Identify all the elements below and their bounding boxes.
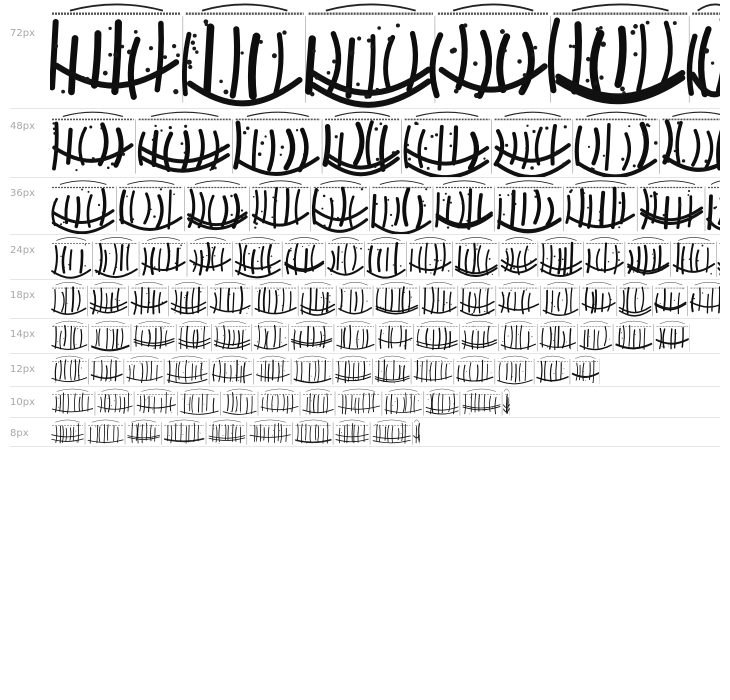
glyph-panel (540, 321, 577, 351)
glyph-panel (616, 321, 653, 351)
glyph-panel (497, 181, 563, 232)
calligraphy-glyphs (50, 354, 600, 386)
glyph-panel (656, 321, 690, 351)
glyph-panel (373, 420, 412, 445)
calligraphy-sample (50, 387, 510, 417)
sample-row-48 (10, 109, 720, 178)
size-label: 48px (10, 121, 35, 132)
glyph-panel (543, 282, 579, 316)
glyph-panel (385, 389, 424, 416)
glyph-panel (134, 321, 176, 351)
sample-row-10 (10, 387, 720, 418)
glyph-panel (261, 389, 300, 416)
calligraphy-sample (50, 280, 720, 318)
glyph-panel (255, 282, 298, 316)
glyph-panel (95, 237, 139, 277)
sample-row-14 (10, 319, 720, 354)
glyph-panel (673, 237, 716, 276)
glyph-panel (212, 356, 254, 384)
size-label: 36px (10, 188, 35, 199)
glyph-panel (376, 282, 420, 316)
calligraphy-sample (50, 109, 720, 177)
glyph-panel (325, 112, 402, 174)
calligraphy-sample (50, 354, 600, 386)
glyph-panel (252, 181, 310, 231)
glyph-panel (498, 356, 534, 384)
glyph-panel (190, 237, 232, 276)
glyph-panel (52, 237, 92, 277)
glyph-panel (432, 4, 550, 102)
glyph-panel (580, 321, 613, 351)
glyph-panel (619, 282, 652, 316)
glyph-panel (379, 321, 414, 351)
glyph-panel (257, 356, 292, 384)
glyph-panel (291, 321, 334, 351)
glyph-panel (572, 356, 600, 384)
calligraphy-sample (50, 0, 720, 108)
glyph-panel (417, 321, 460, 351)
glyph-panel (303, 389, 335, 416)
glyph-panel (338, 389, 382, 416)
sample-row-8 (10, 418, 720, 447)
size-label: 72px (10, 28, 35, 39)
glyph-panel (690, 282, 720, 316)
glyph-panel (184, 4, 305, 103)
glyph-panel (708, 181, 720, 231)
glyph-panel (426, 389, 460, 416)
calligraphy-glyphs (50, 319, 690, 353)
glyph-panel (167, 356, 209, 384)
glyph-panel (52, 356, 89, 384)
glyph-panel (52, 321, 89, 351)
glyph-panel (541, 237, 583, 276)
glyph-panel (537, 356, 570, 384)
glyph-panel (501, 321, 537, 351)
glyph-panel (423, 282, 458, 316)
glyph-panel (309, 4, 435, 104)
glyph-panel (172, 282, 208, 316)
glyph-panel (250, 420, 293, 445)
size-label: 24px (10, 245, 35, 256)
glyph-panel (236, 112, 323, 174)
glyph-panel (414, 356, 454, 384)
glyph-panel (235, 237, 282, 277)
glyph-panel (92, 321, 131, 351)
calligraphy-glyphs (50, 235, 720, 279)
calligraphy-sample (50, 319, 690, 353)
calligraphy-glyphs (50, 0, 720, 108)
size-label: 10px (10, 397, 35, 408)
glyph-panel (336, 420, 370, 445)
glyph-panel (495, 112, 573, 177)
glyph-panel (52, 112, 136, 173)
glyph-panel (52, 4, 183, 102)
size-label: 12px (10, 364, 35, 375)
glyph-panel (52, 420, 85, 445)
glyph-panel (52, 181, 116, 233)
glyph-panel (314, 181, 370, 232)
glyph-panel (301, 282, 336, 316)
glyph-panel (52, 389, 95, 416)
glyph-panel (91, 356, 124, 384)
glyph-panel (551, 4, 689, 102)
glyph-panel (52, 282, 88, 316)
glyph-panel (499, 282, 541, 316)
size-label: 14px (10, 329, 35, 340)
calligraphy-sample (50, 235, 720, 279)
glyph-panel (179, 321, 212, 351)
glyph-panel (142, 237, 187, 276)
sample-row-72 (10, 0, 720, 109)
glyph-panel (294, 356, 333, 384)
glyph-panel (254, 321, 288, 351)
glyph-panel (296, 420, 334, 445)
glyph-panel (405, 112, 492, 177)
calligraphy-sample (50, 418, 420, 446)
glyph-panel (90, 282, 128, 316)
glyph-panel (414, 420, 420, 445)
glyph-panel (436, 181, 494, 231)
glyph-panel (368, 237, 407, 277)
glyph-panel (223, 389, 258, 416)
glyph-panel (137, 389, 177, 416)
sample-row-36 (10, 178, 720, 235)
glyph-panel (461, 282, 496, 316)
glyph-panel (655, 282, 687, 316)
glyph-panel (576, 112, 660, 176)
glyph-panel (127, 356, 164, 384)
glyph-panel (328, 237, 364, 276)
glyph-panel (463, 389, 502, 416)
calligraphy-glyphs (50, 280, 720, 318)
glyph-panel (119, 181, 184, 231)
glyph-panel (628, 237, 671, 276)
sample-row-18 (10, 280, 720, 319)
glyph-panel (339, 282, 373, 316)
glyph-panel (210, 282, 252, 316)
glyph-panel (285, 237, 325, 276)
sample-row-12 (10, 354, 720, 387)
glyph-panel (410, 237, 453, 276)
glyph-panel (457, 356, 495, 384)
glyph-panel (164, 420, 206, 445)
glyph-panel (375, 356, 411, 384)
glyph-panel (462, 321, 498, 351)
glyph-panel (336, 356, 373, 384)
calligraphy-sample (50, 178, 720, 234)
calligraphy-glyphs (50, 418, 420, 446)
glyph-panel (582, 282, 616, 316)
glyph-panel (128, 420, 161, 445)
glyph-panel (566, 181, 637, 231)
glyph-panel (689, 4, 720, 102)
glyph-panel (640, 181, 705, 231)
glyph-panel (209, 420, 247, 445)
glyph-panel (132, 282, 169, 316)
glyph-panel (502, 237, 538, 276)
glyph-panel (181, 389, 221, 416)
calligraphy-glyphs (50, 178, 720, 234)
glyph-panel (662, 112, 720, 173)
glyph-panel (88, 420, 125, 445)
size-label: 8px (10, 428, 29, 439)
glyph-panel (98, 389, 134, 416)
size-label: 18px (10, 290, 35, 301)
calligraphy-glyphs (50, 109, 720, 177)
glyph-panel (456, 237, 499, 276)
glyph-panel (337, 321, 376, 351)
glyph-panel (503, 389, 510, 416)
glyph-panel (187, 181, 249, 231)
sample-row-24 (10, 235, 720, 280)
glyph-panel (586, 237, 625, 276)
glyph-panel (372, 181, 432, 234)
glyph-panel (718, 237, 720, 276)
glyph-panel (139, 112, 233, 173)
glyph-panel (215, 321, 252, 351)
calligraphy-glyphs (50, 387, 510, 417)
